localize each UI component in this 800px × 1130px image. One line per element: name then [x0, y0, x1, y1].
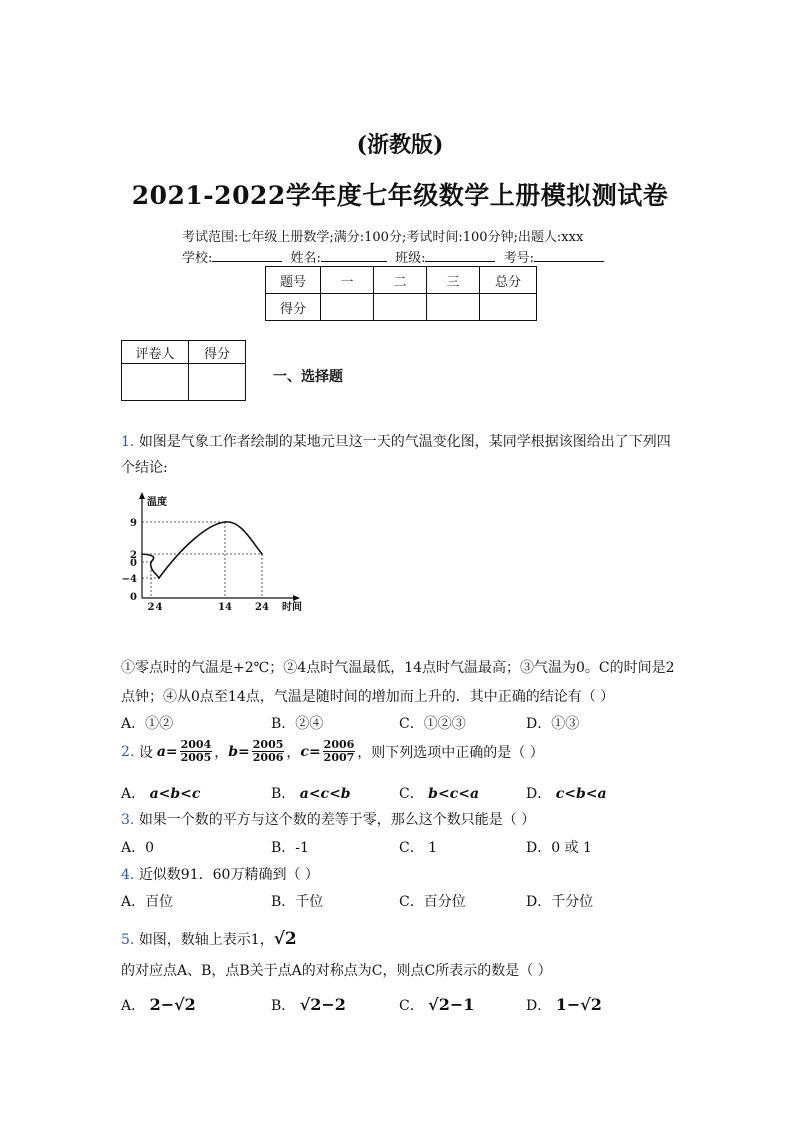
q2-lead: 设: [138, 744, 153, 761]
q2-option-a[interactable]: [121, 783, 200, 803]
q5-option-d[interactable]: [526, 995, 602, 1015]
score-header-cell: 一: [321, 267, 374, 294]
score-row-label: 得分: [266, 294, 321, 321]
data-point: [141, 553, 143, 555]
grader-header-cell: 得分: [189, 341, 246, 364]
q3-text: 如果一个数的平方与这个数的差等于零，那么这个数只能是（ ）: [138, 812, 536, 828]
option-letter: B．: [271, 998, 296, 1014]
y-tick-label: 9: [130, 518, 137, 529]
sqrt2-label: √2: [273, 929, 297, 949]
class-label: 班级:: [395, 251, 426, 266]
fraction-a-numerator: 2004: [180, 738, 212, 751]
grader-table-header-row: [122, 341, 246, 364]
q2-option-d[interactable]: [526, 783, 607, 803]
y-tick-label: −4: [122, 574, 137, 585]
score-header-cell: 题号: [266, 267, 321, 294]
var-b: b: [228, 743, 239, 760]
q5-option-b[interactable]: [271, 995, 346, 1015]
q4-option-d[interactable]: D．千分位: [526, 894, 594, 910]
exam-no-blank[interactable]: [534, 247, 604, 262]
q1-text-line2: 个结论:: [121, 460, 168, 476]
class-blank[interactable]: [425, 247, 495, 262]
exam-no-label: 考号:: [503, 251, 534, 266]
score-cell[interactable]: [480, 294, 537, 321]
q1-text-line1: [121, 431, 671, 451]
q1-number: 1.: [121, 434, 135, 450]
option-expr: b<c<a: [428, 786, 480, 802]
grader-score-cell[interactable]: [189, 364, 246, 401]
chart-layer: [122, 492, 302, 613]
grader-header-cell: 评卷人: [122, 341, 189, 364]
fraction-b-denominator: 2006: [252, 751, 284, 764]
q2-tail: ，则下列选项中正确的是（ ）: [357, 744, 544, 761]
score-cell[interactable]: [321, 294, 374, 321]
score-table-header-row: [266, 267, 537, 294]
fraction-c-denominator: 2007: [323, 751, 355, 764]
data-point: [224, 521, 226, 523]
option-expr: a<c<b: [299, 786, 351, 802]
q3-number: 3.: [121, 812, 135, 828]
q5-number: 5.: [121, 932, 135, 948]
q3-option-b[interactable]: B．-1: [271, 840, 309, 856]
option-expr: a<b<c: [149, 786, 201, 802]
grader-table-blank-row: [122, 364, 246, 401]
x-axis-arrow: [293, 595, 300, 601]
temperature-curve: [142, 522, 262, 578]
option-expr: 2−√2: [149, 995, 196, 1014]
q4-option-b[interactable]: B．千位: [271, 894, 324, 910]
fraction-a: [180, 739, 213, 764]
fraction-c: [323, 739, 356, 764]
grader-table: [121, 340, 246, 401]
q3-option-a[interactable]: A．0: [121, 840, 155, 856]
score-header-cell: 三: [427, 267, 480, 294]
q1-text: 如图是气象工作者绘制的某地元旦这一天的气温变化图，某同学根据该图给出了下列四: [138, 434, 671, 450]
option-expr: √2−2: [299, 995, 346, 1014]
q2-option-b[interactable]: [271, 783, 351, 803]
q3-stem: [121, 809, 535, 829]
x-tick-label: 4: [155, 602, 163, 613]
name-label: 姓名:: [290, 251, 321, 266]
name-blank[interactable]: [321, 247, 387, 262]
option-letter: D．: [526, 998, 552, 1014]
q1-statements-line1: ①零点时的气温是+2℃；②4点时气温最低，14点时气温最高；③气温为0。C的时间是2: [121, 660, 675, 676]
q4-text: 近似数91．60万精确到（ ）: [138, 867, 319, 883]
option-letter: C．: [399, 998, 424, 1014]
var-c: c: [300, 743, 309, 760]
q1-option-c[interactable]: C．①②③: [399, 716, 466, 732]
q5-stem-line2: 的对应点A、B，点B关于点A的对称点为C，则点C所表示的数是（ ）: [121, 963, 552, 979]
q5-stem-line1: [121, 929, 297, 949]
option-letter: D．: [526, 786, 552, 802]
q4-stem: [121, 864, 319, 884]
section-title: 一、选择题: [273, 369, 343, 385]
x-tick-label: 14: [218, 602, 232, 613]
option-letter: C．: [399, 786, 424, 802]
option-expr: 1−√2: [555, 995, 602, 1014]
x-axis-title: 时间: [282, 602, 302, 613]
edition-label: (浙教版): [356, 132, 444, 158]
var-a: a: [156, 743, 166, 760]
q5-text-line1: 如图，数轴上表示1，: [138, 932, 274, 948]
score-cell[interactable]: [427, 294, 480, 321]
y-tick-label: 0: [130, 558, 137, 569]
y-tick-label: 2: [130, 550, 137, 561]
x-tick-label: 24: [255, 602, 269, 613]
q4-option-a[interactable]: A．百位: [121, 894, 174, 910]
q2-option-c[interactable]: [399, 783, 479, 803]
fraction-c-numerator: 2006: [323, 738, 355, 751]
q4-option-c[interactable]: C．百分位: [399, 894, 466, 910]
student-info-line: [182, 247, 608, 266]
score-table-score-row: [266, 294, 537, 321]
option-letter: A．: [121, 998, 146, 1014]
paper-title: 2021-2022学年度七年级数学上册模拟测试卷: [131, 181, 669, 210]
option-letter: A．: [121, 786, 146, 802]
q3-option-d[interactable]: D．0 或 1: [526, 840, 592, 856]
score-table: [265, 266, 537, 321]
option-expr: √2−1: [428, 995, 475, 1014]
temperature-chart: [122, 490, 312, 614]
q2-number: 2.: [121, 743, 135, 760]
score-header-cell: 总分: [480, 267, 537, 294]
option-expr: c<b<a: [555, 786, 607, 802]
fraction-b-numerator: 2005: [252, 738, 284, 751]
y-axis-title: 温度: [147, 497, 167, 508]
q1-option-b[interactable]: B．②④: [271, 716, 324, 732]
data-point: [158, 577, 160, 579]
y-axis-arrow: [139, 492, 145, 499]
school-blank[interactable]: [212, 247, 282, 262]
q5-option-a[interactable]: [121, 995, 196, 1015]
score-header-cell: 二: [374, 267, 427, 294]
q1-option-a[interactable]: A．①②: [121, 716, 174, 732]
fraction-a-denominator: 2005: [180, 751, 212, 764]
data-point: [261, 553, 263, 555]
y-tick-label: 0: [130, 592, 137, 603]
q1-statements-line2: 点钟；④从0点至14点，气温是随时间的增加而上升的．其中正确的结论有（ ）: [121, 689, 615, 705]
exam-info: 考试范围:七年级上册数学;满分:100分;考试时间:100分钟;出题人:xxx: [182, 230, 584, 245]
q2-stem: 2. 设 a = $\frac{2004}{2005}$ ， b = $\frac{2005}{2006}$ ， c = $\frac{2006}{2007}$ ，则下列选项中正确的是（ ）: [121, 738, 544, 764]
school-label: 学校:: [182, 251, 213, 266]
grader-cell[interactable]: [122, 364, 189, 401]
fraction-b: [252, 739, 285, 764]
q1-option-d[interactable]: D．①③: [526, 716, 580, 732]
data-point: [150, 561, 152, 563]
q4-number: 4.: [121, 867, 135, 883]
q5-option-c[interactable]: [399, 995, 474, 1015]
score-cell[interactable]: [374, 294, 427, 321]
option-letter: B．: [271, 786, 296, 802]
q3-option-c[interactable]: C． 1: [399, 840, 438, 856]
x-tick-label: 2: [147, 602, 155, 613]
